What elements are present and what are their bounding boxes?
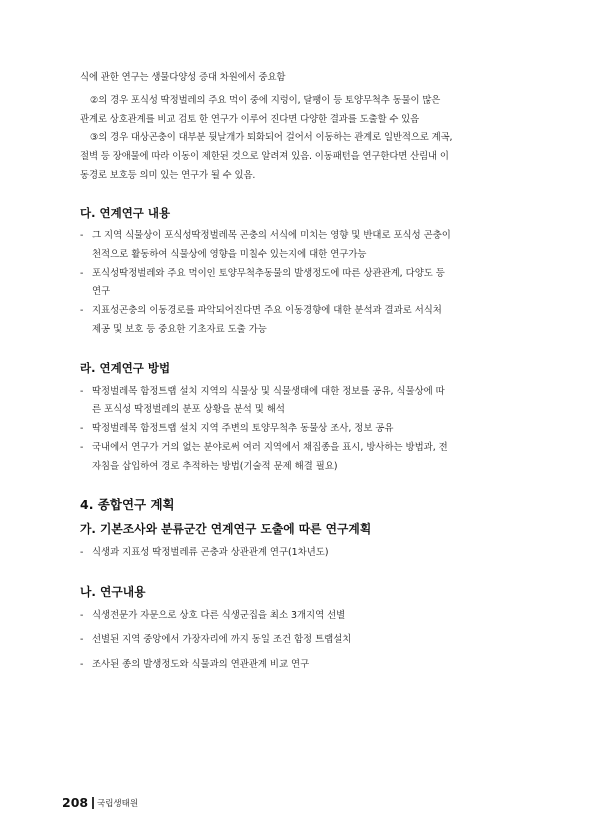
- intro-line-5: 절벽 등 장애물에 따라 이동이 제한된 것으로 알려져 있음. 이동패턴을 연구한다면 산림내 이: [80, 151, 449, 162]
- footer-organization: 국립생태원: [97, 799, 139, 809]
- intro-line-1: 식에 관한 연구는 생물다양성 증대 차원에서 중요함: [80, 72, 286, 83]
- page-number: 208: [62, 795, 89, 810]
- section-heading-da: 다. 연계연구 내용: [80, 206, 171, 220]
- intro-line-6: 동경로 보호등 의미 있는 연구가 될 수 있음.: [80, 170, 256, 181]
- list-item-continuation: 천적으로 활동하여 식물상에 영향을 미칠수 있는지에 대한 연구가능: [92, 249, 367, 260]
- list-item-continuation: 른 포식성 딱정벌레의 분포 상황을 분석 및 해석: [92, 404, 285, 415]
- intro-line-4: ③의 경우 대상곤충이 대부분 뒷날개가 퇴화되어 걸어서 이동하는 관계로 일반적으로 계곡,: [90, 132, 453, 143]
- document-page: 식에 관한 연구는 생물다양성 증대 차원에서 중요함 ②의 경우 포식성 딱정벌레의 주요 먹이 중에 지렁이, 달팽이 등 토양무척추 동물이 많은 관계로 상호관계를 비교 검토 한 연구가 이루어 진다면 다양한 결과를 도출할 수 있음 ③의 경우 대상곤충이 대부분 뒷날개가 퇴화되어 걸어서 이동하는 관계로 일반적으로 계곡, 절벽 등 장애물에 따라 이동이 제한된 것으로 알려져 있음. 이동패턴을 연구한다면 산림내 이 동경로 보호등 의미 있는 연구가 될 수 있음. 다. 연계연구 내용 - 그 지역 식물상이 포식성딱정벌레목 곤충의 서식에 미치는 영향 및 반대로 포식성 곤충이 천적으로 활동하여 식물상에 영향을 미칠수 있는지에 대한 연구가능 - 포식성딱정벌레와 주요 먹이인 토양무척추동물의 발생정도에 따른 상관관계, 다양도 등 연구 - 지표성곤충의 이동경로를 파악되어진다면 주요 이동경향에 대한 분석과 결과로 서식처 제공 및 보호 등 중요한 기초자료 도출 가능 라. 연계연구 방법 - 딱정벌레목 함정트랩 설치 지역의 식물상 및 식물생태에 대한 정보를 공유, 식물상에 따 른 포식성 딱정벌레의 분포 상황을 분석 및 해석 - 딱정벌레목 함정트랩 설치 지역 주변의 토양무척추 동물상 조사, 정보 공유 - 국내에서 연구가 거의 없는 분야로써 여러 지역에서 채집종을 표시, 방사하는 방법과, 전 자침을 삽입하여 경로 추적하는 방법(기술적 문제 해결 필요) 4. 종합연구 계획 가. 기본조사와 분류군간 연계연구 도출에 따른 연구계획 - 식생과 지표성 딱정벌레류 곤충과 상관관계 연구(1차년도) 나. 연구내용 - 식생전문가 자문으로 상호 다른 식생군집을 최소 3개지역 선별 - 선별된 지역 중앙에서 가장자리에 까지 동일 조건 함정 트랩설치 - 조사된 종의 발생정도와 식물과의 연관관계 비교 연구 208 국립생태원: [0, 0, 594, 840]
- list-item-continuation: 제공 및 보호 등 중요한 기초자료 도출 가능: [92, 324, 267, 335]
- intro-line-2: ②의 경우 포식성 딱정벌레의 주요 먹이 중에 지렁이, 달팽이 등 토양무척추 동물이 많은: [90, 95, 441, 106]
- list-item-continuation: 연구: [92, 286, 111, 297]
- chapter-heading: 4. 종합연구 계획: [80, 497, 175, 512]
- subsection-heading-na: 나. 연구내용: [80, 585, 146, 599]
- section-heading-ra: 라. 연계연구 방법: [80, 361, 171, 375]
- footer-divider: [92, 797, 94, 809]
- bullet-dash: -: [80, 230, 84, 241]
- subsection-heading-ga: 가. 기본조사와 분류군간 연계연구 도출에 따른 연구계획: [80, 522, 372, 536]
- list-item-continuation: 자침을 삽입하여 경로 추적하는 방법(기술적 문제 해결 필요): [92, 461, 338, 472]
- intro-line-3: 관계로 상호관계를 비교 검토 한 연구가 이루어 진다면 다양한 결과를 도출할 수 있음: [80, 114, 420, 125]
